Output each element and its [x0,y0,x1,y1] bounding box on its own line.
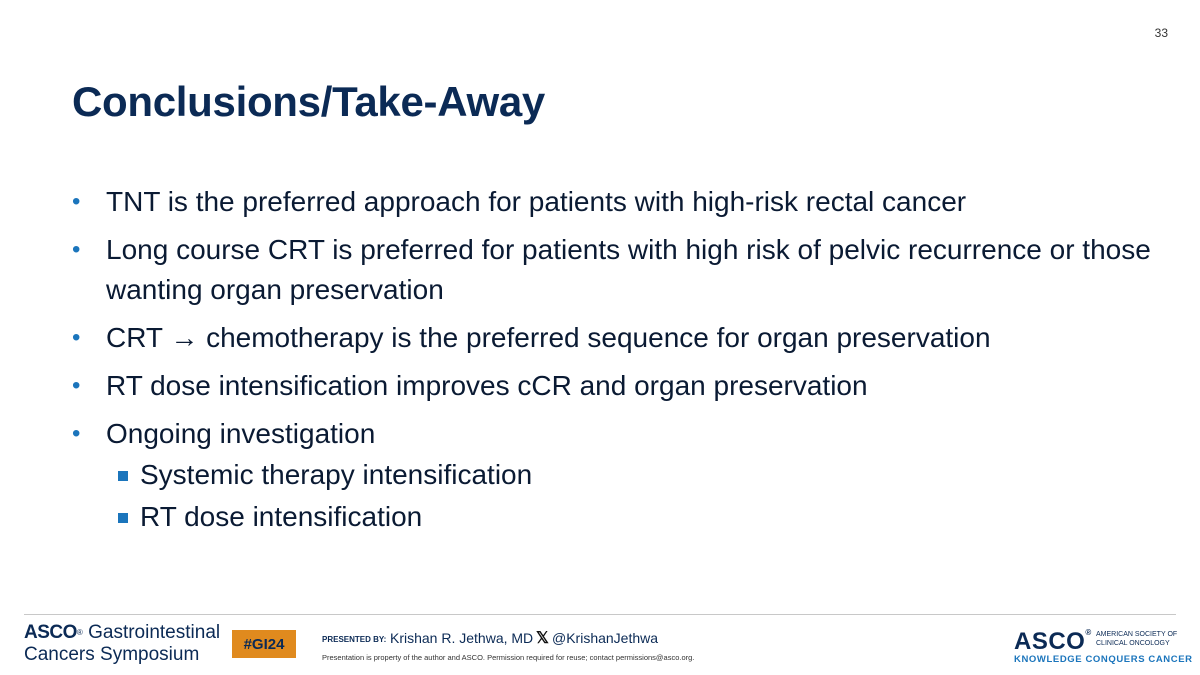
sub-bullet-text: RT dose intensification [140,501,423,532]
bullet-dot-icon: • [72,188,81,215]
bullet-list [72,182,1152,546]
gi-symposium-logo [24,622,224,666]
presented-by-label: PRESENTED BY: [322,635,387,644]
bullet-text: RT dose intensification improves cCR and organ preservation [106,370,868,401]
x-logo-icon: 𝕏 [536,630,549,647]
slide-title: Conclusions/Take-Away [72,78,545,125]
sub-bullet-text: Systemic therapy intensification [140,459,533,490]
bullet-text: Long course CRT is preferred for patients with high risk of pelvic recurrence or those wanting organ preservation [106,234,1151,305]
bullet-item [72,230,1152,310]
square-bullet-icon [118,513,128,523]
footer-divider [24,614,1176,615]
bullet-dot-icon: • [72,420,81,447]
bullet-text: TNT is the preferred approach for patients with high-risk rectal cancer [106,186,967,217]
gi-logo-line2: Cancers Symposium [24,644,200,665]
gi-logo-brand: ASCO [24,622,77,643]
social-handle: @KrishanJethwa [552,630,659,646]
gi-logo-line1: Gastrointestinal [88,622,221,643]
bullet-text: CRT → chemotherapy is the preferred sequence for organ preservation [106,322,991,353]
bullet-text: Ongoing investigation [106,418,376,449]
asco-tagline: KNOWLEDGE CONQUERS CANCER [1014,654,1193,665]
sub-bullet-list [106,454,1152,538]
disclaimer-text: Presentation is property of the author and ASCO. Permission required for reuse; contact permissions@asco.org. [322,653,695,662]
sub-bullet-item [106,496,1152,538]
hashtag-badge: #GI24 [232,630,296,658]
slide-number: 33 [1154,26,1168,40]
asco-logo-word: ASCO [1014,628,1086,655]
bullet-dot-icon: • [72,372,81,399]
bullet-item [72,318,1152,358]
square-bullet-icon [118,471,128,481]
asco-society-line2: CLINICAL ONCOLOGY [1096,640,1170,647]
bullet-dot-icon: • [72,236,81,263]
bullet-dot-icon: • [72,324,81,351]
presenter-name: Krishan R. Jethwa, MD [390,630,534,646]
bullet-item [72,182,1152,222]
bullet-item [72,414,1152,538]
asco-society-name [1096,630,1186,648]
asco-society-line1: AMERICAN SOCIETY OF [1096,631,1178,638]
asco-logo-reg-mark: ® [1085,628,1092,637]
bullet-item [72,366,1152,406]
sub-bullet-item [106,454,1152,496]
gi-logo-reg-mark: ® [76,628,83,637]
